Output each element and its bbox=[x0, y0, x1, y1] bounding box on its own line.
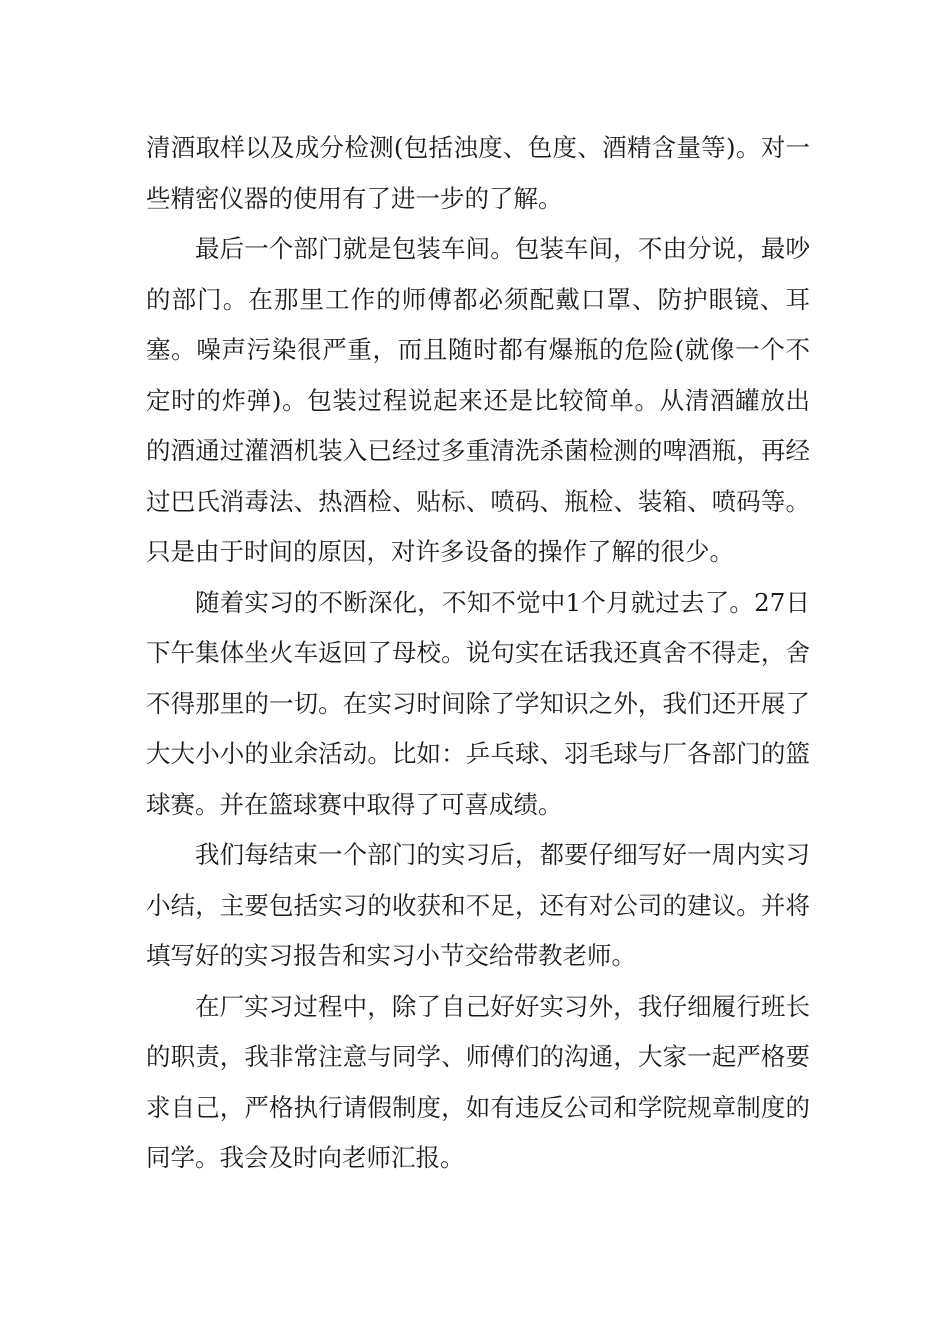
document-body bbox=[146, 123, 810, 1184]
paragraph-2: 最后一个部门就是包装车间。包装车间，不由分说，最吵的部门。在那里工作的师傅都必须配戴口罩、防护眼镜、耳塞。噪声污染很严重，而且随时都有爆瓶的危险(就像一个不定时的炸弹)。包装过程说起来还是比较简单。从清酒罐放出的酒通过灌酒机装入已经过多重清洗杀菌检测的啤酒瓶，再经过巴氏消毒法、热酒检、贴标、喷码、瓶检、装箱、喷码等。只是由于时间的原因，对许多设备的操作了解的很少。 bbox=[146, 234, 810, 566]
paragraph-1: 清酒取样以及成分检测(包括浊度、色度、酒精含量等)。对一些精密仪器的使用有了进一步的了解。 bbox=[146, 133, 810, 213]
paragraph-3: 随着实习的不断深化，不知不觉中1个月就过去了。27日下午集体坐火车返回了母校。说句实在话我还真舍不得走，舍不得那里的一切。在实习时间除了学知识之外，我们还开展了大大小小的业余活动。比如：乒乓球、羽毛球与厂各部门的篮球赛。并在篮球赛中取得了可喜成绩。 bbox=[146, 587, 810, 819]
paragraph-4: 我们每结束一个部门的实习后，都要仔细写好一周内实习小结，主要包括实习的收获和不足，还有对公司的建议。并将填写好的实习报告和实习小节交给带教老师。 bbox=[146, 840, 810, 970]
paragraph-5: 在厂实习过程中，除了自己好好实习外，我仔细履行班长的职责，我非常注意与同学、师傅们的沟通，大家一起严格要求自己，严格执行请假制度，如有违反公司和学院规章制度的同学。我会及时向老师汇报。 bbox=[146, 991, 810, 1172]
